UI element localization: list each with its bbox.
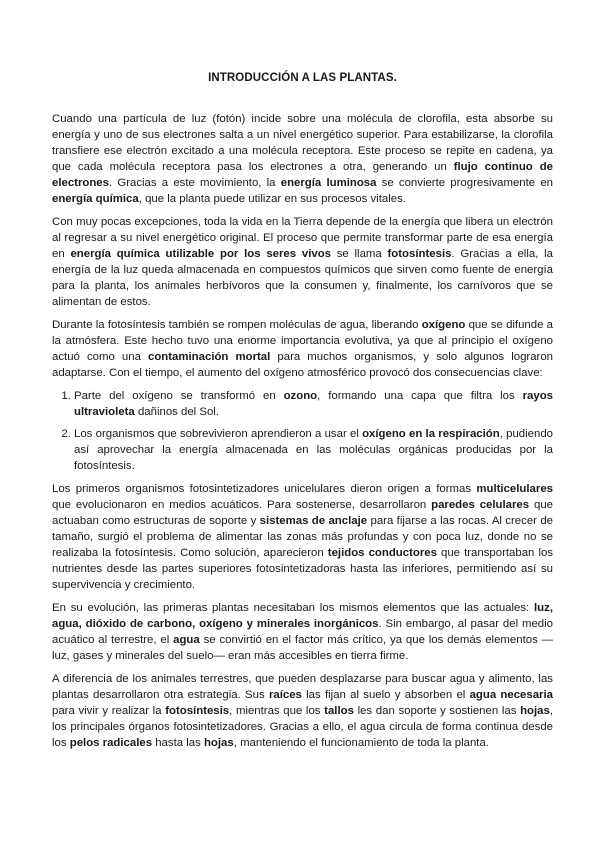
text-run: Los organismos que sobrevivieron aprendieron a usar el <box>74 428 363 440</box>
paragraph-3 <box>52 317 553 381</box>
bold-term: tejidos conductores <box>327 547 437 559</box>
bold-term: rayos ultravioleta <box>74 390 554 418</box>
text-run: que se difunde a la atmósfera. Este hecho tuvo una enorme importancia evolutiva, ya que al principio el oxígeno actuó como una <box>52 319 553 363</box>
bold-term: paredes celulares <box>431 499 530 511</box>
bold-term: hojas <box>203 737 234 749</box>
text-run: Cuando una partícula de luz (fotón) incide sobre una molécula de clorofila, esta absorbe su energía y uno de sus electrones salta a un nivel energético superior. Para estabilizarse, la clorofila transfiere ese electrón excitado a una molécula receptora. Este proceso se repite en cadena, ya que cada molécula receptora pasa los electrones a otra, generando un <box>52 113 553 173</box>
bold-term: agua necesaria <box>469 689 553 701</box>
text-run: hasta las <box>152 737 204 749</box>
bold-term: luz, agua, dióxido de carbono, oxígeno y minerales inorgánicos <box>52 602 553 630</box>
paragraph-4 <box>52 481 553 593</box>
bold-term: pelos radicales <box>69 737 153 749</box>
text-run: , manteniendo el funcionamiento de toda la planta. <box>233 737 489 749</box>
bold-term: fotosíntesis <box>387 248 452 260</box>
bold-term: agua <box>173 634 200 646</box>
text-run: que actuaban como estructuras de soporte y <box>52 499 554 527</box>
paragraph-1 <box>52 111 553 207</box>
bold-term: energía química <box>52 193 139 205</box>
bold-term: tallos <box>324 705 354 717</box>
bold-term: flujo continuo de electrones <box>52 161 553 189</box>
text-run: para fijarse a las rocas. Al crecer de tamaño, surgió el problema de alimentar las zonas más profundas y con poca luz, donde no se realizaba la fotosíntesis. Como solución, aparecieron <box>52 515 554 559</box>
text-run: se convirtió en el factor más crítico, ya que los demás elementos —luz, gases y minerales del suelo— eran más accesibles en tierra firme. <box>52 634 553 662</box>
text-run: Con muy pocas excepciones, toda la vida en la Tierra depende de la energía que libera un electrón al regresar a su nivel energético original. El proceso que permite transformar parte de esa energía en <box>52 216 553 260</box>
bold-term: energía química utilizable por los seres vivos <box>70 248 331 260</box>
text-run: Parte del oxígeno se transformó en <box>74 390 284 402</box>
text-run: . Sin embargo, al pasar del medio acuático al terrestre, el <box>52 618 553 646</box>
text-run: , que la planta puede utilizar en sus procesos vitales. <box>138 193 406 205</box>
paragraph-2 <box>52 214 553 310</box>
text-run: A diferencia de los animales terrestres, que pueden desplazarse para buscar agua y alimento, las plantas desarrollaron otra estrategia. Sus <box>52 673 553 701</box>
text-run: Durante la fotosíntesis también se rompen moléculas de agua, liberando <box>52 319 422 331</box>
text-run: para vivir y realizar la <box>52 705 166 717</box>
consequences-list <box>52 388 553 474</box>
bold-term: energía luminosa <box>280 177 377 189</box>
text-run: que transportaban los nutrientes desde las partes superiores fotosintetizadoras hasta las inferiores, permitiendo así su supervivencia y crecimiento. <box>52 547 554 591</box>
text-run: se convierte progresivamente en <box>376 177 554 189</box>
text-run: les dan soporte y sostienen las <box>353 705 521 717</box>
bold-term: ozono <box>283 390 318 402</box>
text-run: . Gracias a ella, la energía de la luz queda almacenada en compuestos químicos que sirven como fuente de energía para la planta, los animales herbívoros que la consumen y, finalmente, los carnívoros que se alimentan de estos. <box>52 248 553 308</box>
text-run: las fijan al suelo y absorben el <box>301 689 470 701</box>
page-title: INTRODUCCIÓN A LAS PLANTAS. <box>208 72 397 84</box>
text-run: , mientras que los <box>229 705 325 717</box>
text-run: dañinos del Sol. <box>134 406 220 418</box>
bold-term: fotosíntesis <box>165 705 230 717</box>
list-item <box>74 388 553 420</box>
bold-term: contaminación mortal <box>148 351 271 363</box>
text-run: En su evolución, las primeras plantas necesitaban los mismos elementos que las actuales: <box>52 602 535 614</box>
text-run: Los primeros organismos fotosintetizadores unicelulares dieron origen a formas <box>52 483 477 495</box>
bold-term: raíces <box>268 689 302 701</box>
text-run: para muchos organismos, y solo algunos lograron adaptarse. Con el tiempo, el aumento del oxígeno atmosférico provocó dos consecuencias clave: <box>52 351 553 379</box>
bold-term: sistemas de anclaje <box>259 515 368 527</box>
text-run: . Gracias a este movimiento, la <box>108 177 281 189</box>
list-item <box>74 426 553 474</box>
text-run: se llama <box>330 248 388 260</box>
bold-term: hojas <box>520 705 550 717</box>
text-run: , pudiendo así aprovechar la energía almacenada en las moléculas orgánicas producidas por la fotosíntesis. <box>74 428 553 472</box>
bold-term: oxígeno <box>421 319 466 331</box>
bold-term: multicelulares <box>476 483 553 495</box>
text-run: , los principales órganos fotosintetizadores. Gracias a ello, el agua circula de forma continua desde los <box>52 705 553 749</box>
paragraph-5 <box>52 600 553 664</box>
text-run: , formando una capa que filtra los <box>317 390 523 402</box>
paragraph-6 <box>52 671 553 751</box>
bold-term: oxígeno en la respiración <box>362 428 500 440</box>
text-run: que evolucionaron en medios acuáticos. Para sostenerse, desarrollaron <box>52 499 432 511</box>
